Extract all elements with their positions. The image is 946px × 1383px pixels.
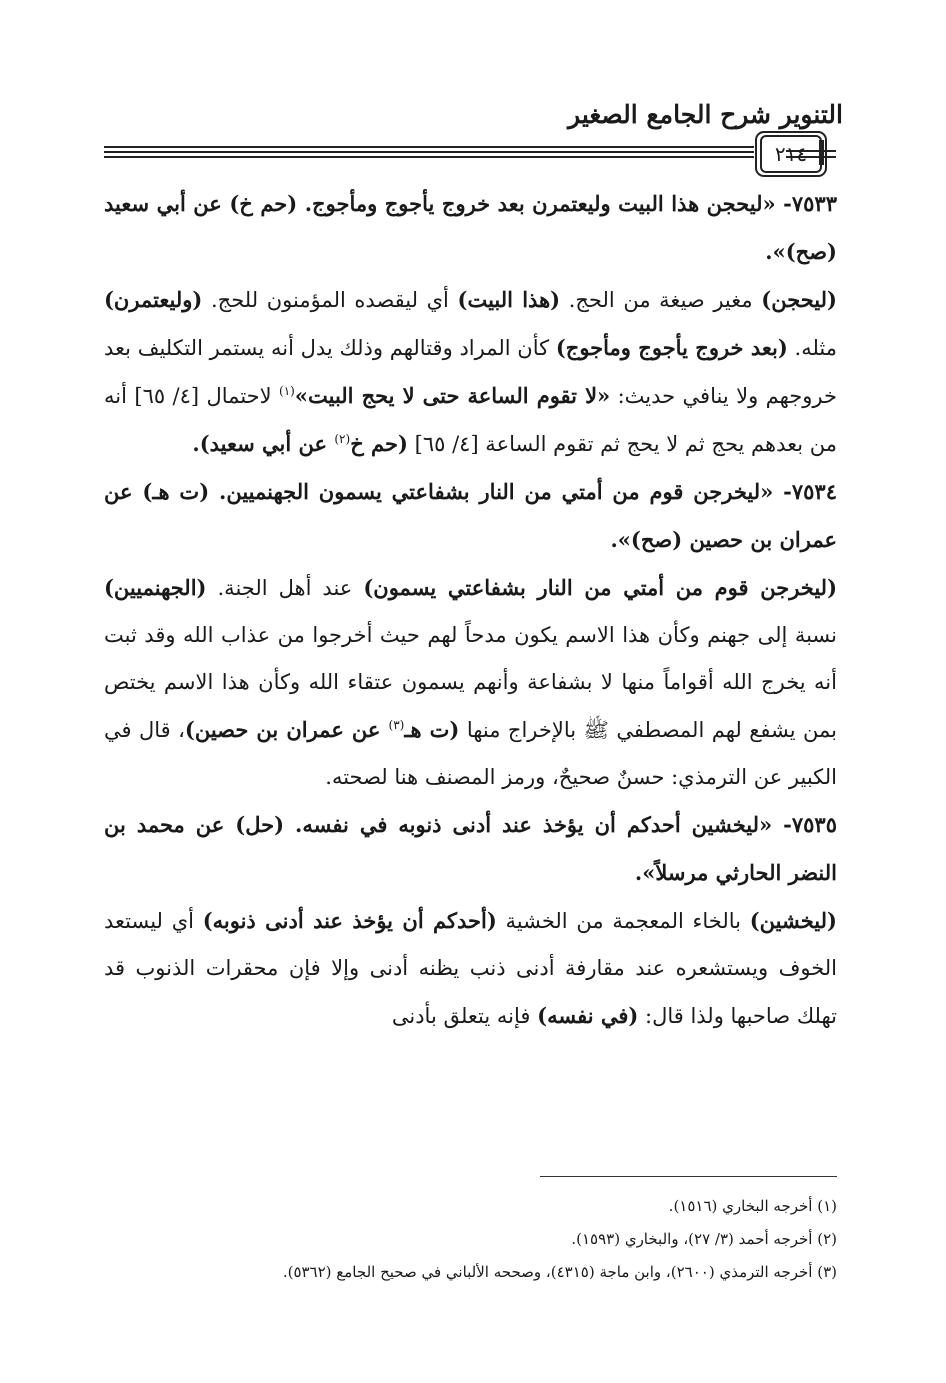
footnote-separator <box>540 1176 837 1177</box>
paragraph <box>104 801 837 897</box>
text-segment: ٧٥٣٤- <box>773 479 837 504</box>
text-segment: نسبة إلى جهنم وكأن هذا الاسم يكون مدحاً لهم حيث أخرجوا من عذاب الله وقد ثبت أنه يخرج الله أقواماً منها لا بشفاعة وأنهم يسمون عتقاء الله وكأن هذا الاسم يختص بمن يشفع لهم المصطفي ﷺ بالإخراج منها <box>104 623 838 742</box>
text-segment: «ليخرجن قوم من أمتي من النار بشفاعتي يسمون الجهنميين. (ت هـ) عن عمران بن حصين (صح)». <box>104 479 837 552</box>
text-segment: عن أبي سعيد). <box>192 431 335 456</box>
text-segment: لاحتمال [٤/ ٦٥] أنه من بعدهم يحج ثم لا يحج ثم تقوم الساعة [٤/ ٦٥] <box>104 384 837 456</box>
text-segment: عن عمران بن حصين) <box>184 717 389 742</box>
text-segment: (وليعتمرن) <box>104 287 203 312</box>
text-segment: ٧٥٣٥- <box>772 812 837 837</box>
text-segment: (أحدكم أن يؤخذ عند أدنى ذنوبه) <box>202 908 497 933</box>
text-segment: (ليحجن) <box>761 287 837 312</box>
text-segment: (بعد خروج يأجوج ومأجوج) <box>555 335 788 360</box>
page-number-bar <box>819 140 824 165</box>
text-segment: «لا تقوم الساعة حتى لا يحج البيت» <box>294 383 611 408</box>
text-segment: (في نفسه) <box>537 1003 639 1028</box>
footnote: (٣) أخرجه الترمذي (٢٦٠٠)، وابن ماجة (٤٣١٥)، وصححه الألباني في صحيح الجامع (٥٣٦٢). <box>282 1263 837 1281</box>
text-segment: «ليحجن هذا البيت وليعتمرن بعد خروج يأجوج ومأجوج. (حم خ) عن أبي سعيد (صح)». <box>104 191 837 264</box>
paragraph <box>104 564 837 801</box>
paragraph <box>104 897 837 1040</box>
text-segment: (هذا البيت) <box>457 287 561 312</box>
text-segment: (ت هـ <box>404 717 460 742</box>
footnote: (٢) أخرجه أحمد (٣/ ٢٧)، والبخاري (١٥٩٣). <box>571 1230 837 1248</box>
footnote: (١) أخرجه البخاري (١٥١٦). <box>668 1197 837 1215</box>
header-rule <box>104 146 754 148</box>
book-title: التنوير شرح الجامع الصغير <box>568 100 843 129</box>
text-segment: «ليخشين أحدكم أن يؤخذ عند أدنى ذنوبه في نفسه. (حل) عن محمد بن النضر الحارثي مرسلاً». <box>104 812 837 885</box>
paragraph <box>104 180 837 276</box>
header-rule <box>104 156 754 158</box>
footnotes <box>104 1190 837 1289</box>
paragraph <box>104 276 837 468</box>
paragraph <box>104 468 837 564</box>
text-segment: ، قال في الكبير عن الترمذي: حسنٌ صحيحٌ، ورمز المصنف هنا لصحته. <box>104 718 837 789</box>
text-segment: (ليخشين) <box>749 908 837 933</box>
page-number: ٢١٤ <box>760 135 822 173</box>
text-segment: (ليخرجن قوم من أمتي من النار بشفاعتي يسمون) <box>363 575 838 600</box>
text-segment: فإنه يتعلق بأدنى <box>391 1004 538 1028</box>
text-segment: مغير صيغة من الحج. <box>560 288 762 312</box>
text-segment: (حم خ <box>350 431 408 456</box>
text-segment: مثله. <box>787 336 837 360</box>
main-text <box>104 180 837 1040</box>
text-segment: عند أهل الجنة. <box>206 576 364 600</box>
text-segment: أي ليستعد الخوف ويستشعره عند مقارفة أدنى ذنب يظنه أدنى وإلا فإن محقرات الذنوب قد تهلك صاحبها ولذا قال: <box>104 909 837 1028</box>
text-segment: أي ليقصده المؤمنون للحج. <box>202 288 458 312</box>
header-rule <box>104 151 754 153</box>
footnote-marker: (٢) <box>334 432 351 446</box>
footnote-marker: (١) <box>279 384 295 398</box>
text-segment: بالخاء المعجمة من الخشية <box>496 909 750 933</box>
text-segment: (الجهنميين) <box>104 575 207 600</box>
footnote-marker: (٣) <box>388 718 405 732</box>
text-segment: كأن المراد وقتالهم وذلك يدل أنه يستمر التكليف بعد خروجهم ولا ينافي حديث: <box>104 336 837 408</box>
text-segment: ٧٥٣٣- <box>775 191 837 216</box>
